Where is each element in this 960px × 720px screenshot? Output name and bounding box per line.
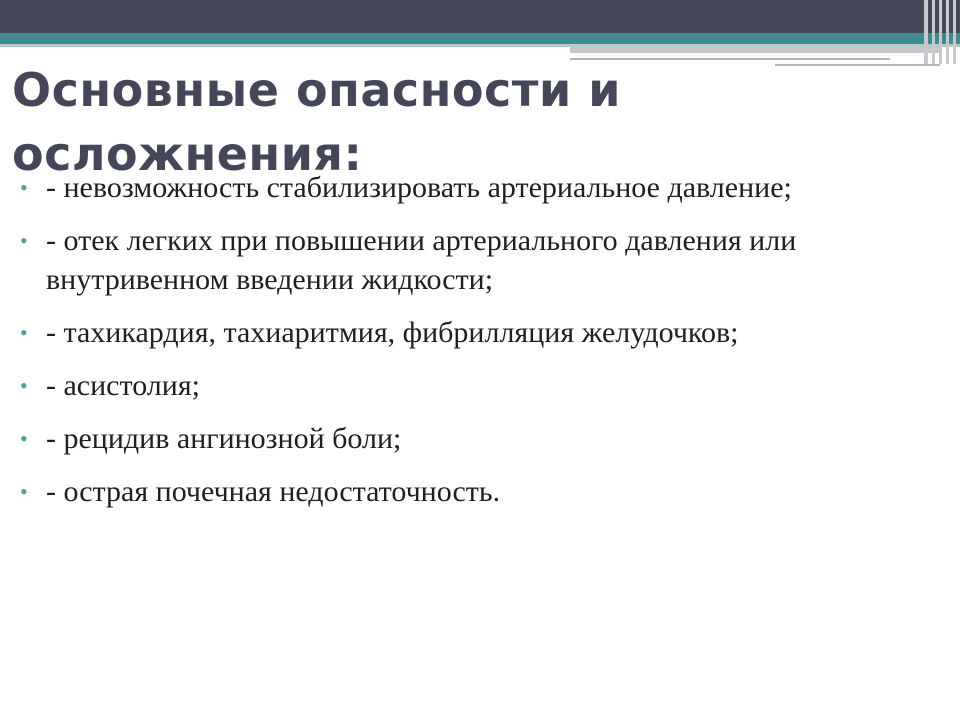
decor-stripe-1 [924,0,928,64]
decor-stripe-4 [946,0,949,64]
bullet-text: - тахикардия, тахиаритмия, фибрилляция желудочков; [46,316,739,349]
bullet-dot-icon: • [20,320,28,345]
bullet-item [18,168,928,207]
bullet-dot-icon: • [20,373,28,398]
decor-stripe-5 [953,0,956,64]
bullet-list [18,168,928,525]
header-band-gray [570,47,940,53]
bullet-item [18,419,928,458]
bullet-text: - отек легких при повышении артериального давления или внутривенном введении жидкости; [46,224,797,296]
header-band-dark [0,0,960,33]
bullet-text: - невозможность стабилизировать артериальное давление; [46,171,792,204]
slide-title: Основные опасности и осложнения: [12,63,621,181]
decor-stripe-3 [939,0,942,64]
bullet-item [18,221,928,299]
bullet-dot-icon: • [20,479,28,504]
decor-stripe-2 [932,0,935,64]
bullet-text: - рецидив ангинозной боли; [46,422,402,455]
bullet-text: - острая почечная недостаточность. [46,475,501,508]
bullet-item [18,366,928,405]
bullet-dot-icon: • [20,228,28,253]
bullet-text: - асистолия; [46,369,200,402]
bullet-item [18,313,928,352]
bullet-item [18,472,928,511]
bullet-dot-icon: • [20,175,28,200]
bullet-dot-icon: • [20,426,28,451]
header-band-teal [0,33,960,44]
